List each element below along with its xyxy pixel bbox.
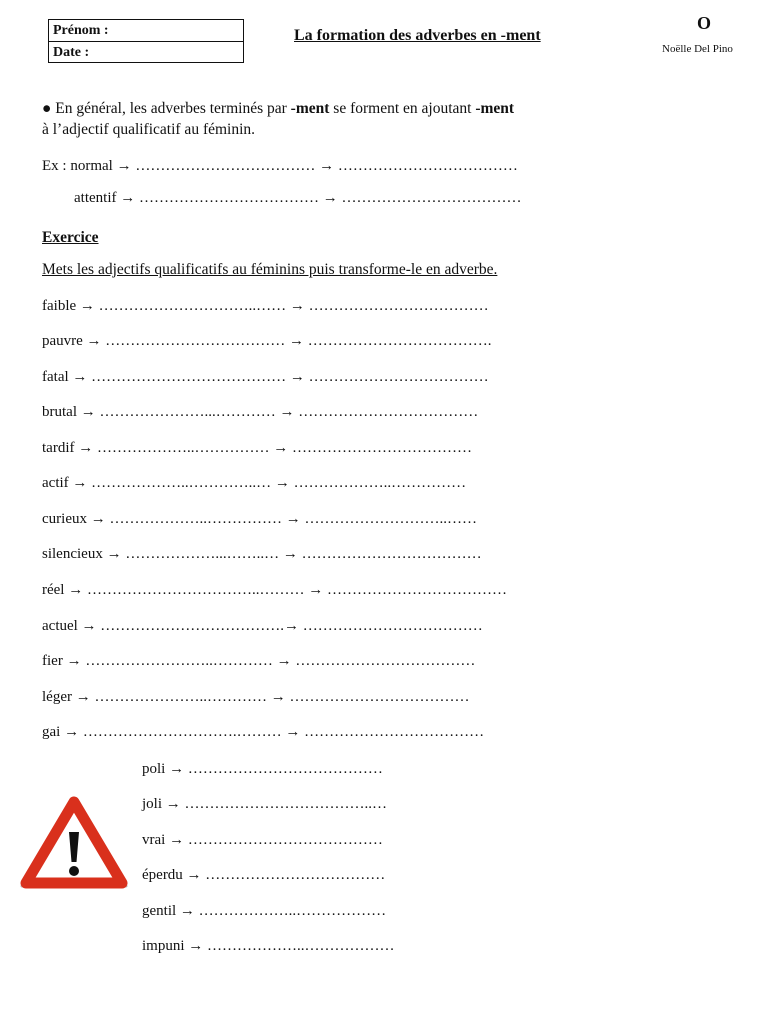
bullet: ●: [42, 100, 52, 117]
author-name: Noëlle Del Pino: [662, 43, 733, 55]
prenom-label: Prénom :: [49, 20, 243, 42]
rule-line-1: [42, 100, 514, 118]
exercise-heading: Exercice: [42, 229, 99, 246]
page-title: La formation des adverbes en -ment: [294, 27, 541, 44]
special-row: joli → ………………………………..…: [142, 796, 388, 812]
special-row: gentil → ………………..………………: [142, 903, 387, 919]
rule-suffix-1: -ment: [290, 100, 330, 117]
exercise-row: tardif → ………………..…………… → ………………………………: [42, 440, 472, 456]
rule-text-a: En général, les adverbes terminés par: [51, 100, 291, 117]
exercise-row: fier → ……………………..………… → ………………………………: [42, 653, 476, 669]
exercise-row: fatal → ………………………………… → ………………………………: [42, 369, 489, 385]
exercise-row: faible → …………………………..…… → ………………………………: [42, 298, 489, 314]
exercise-row: actuel → ……………………………….→ ………………………………: [42, 618, 483, 634]
special-row: vrai → …………………………………: [142, 832, 383, 848]
special-row: éperdu → ………………………………: [142, 867, 386, 883]
exercise-row: brutal → …………………...………… → ………………………………: [42, 404, 479, 420]
exercise-row: pauvre → ……………………………… → ……………………………….: [42, 333, 492, 349]
rule-line-2: à l’adjectif qualificatif au féminin.: [42, 121, 256, 138]
example-row: Ex : normal → ……………………………… → ………………………………: [42, 158, 518, 174]
corner-letter: O: [697, 13, 712, 33]
special-row: poli → …………………………………: [142, 761, 383, 777]
exercise-row: gai → ………………………….……… → ………………………………: [42, 724, 485, 740]
exercise-row: réel → ……………………………..……… → ………………………………: [42, 582, 507, 598]
warning-triangle-icon: [16, 792, 132, 892]
exercise-row: actif → ………………..…………..… → ………………..……………: [42, 475, 467, 491]
name-date-box: [48, 19, 244, 63]
rule-text-c: se forment en ajoutant: [329, 100, 476, 117]
rule-suffix-2: -ment: [475, 100, 515, 117]
exercise-row: silencieux → ………………...……..… → ………………………………: [42, 546, 482, 562]
exercise-instruction: Mets les adjectifs qualificatifs au féminins puis transforme-le en adverbe.: [42, 261, 498, 278]
example-row: attentif → ……………………………… → ………………………………: [74, 190, 522, 206]
date-label: Date :: [53, 45, 90, 60]
exercise-row: léger → …………………..………… → ………………………………: [42, 689, 470, 705]
exercise-row: curieux → ………………..…………… → ………………………..……: [42, 511, 477, 527]
special-row: impuni → ………………..………………: [142, 938, 395, 954]
